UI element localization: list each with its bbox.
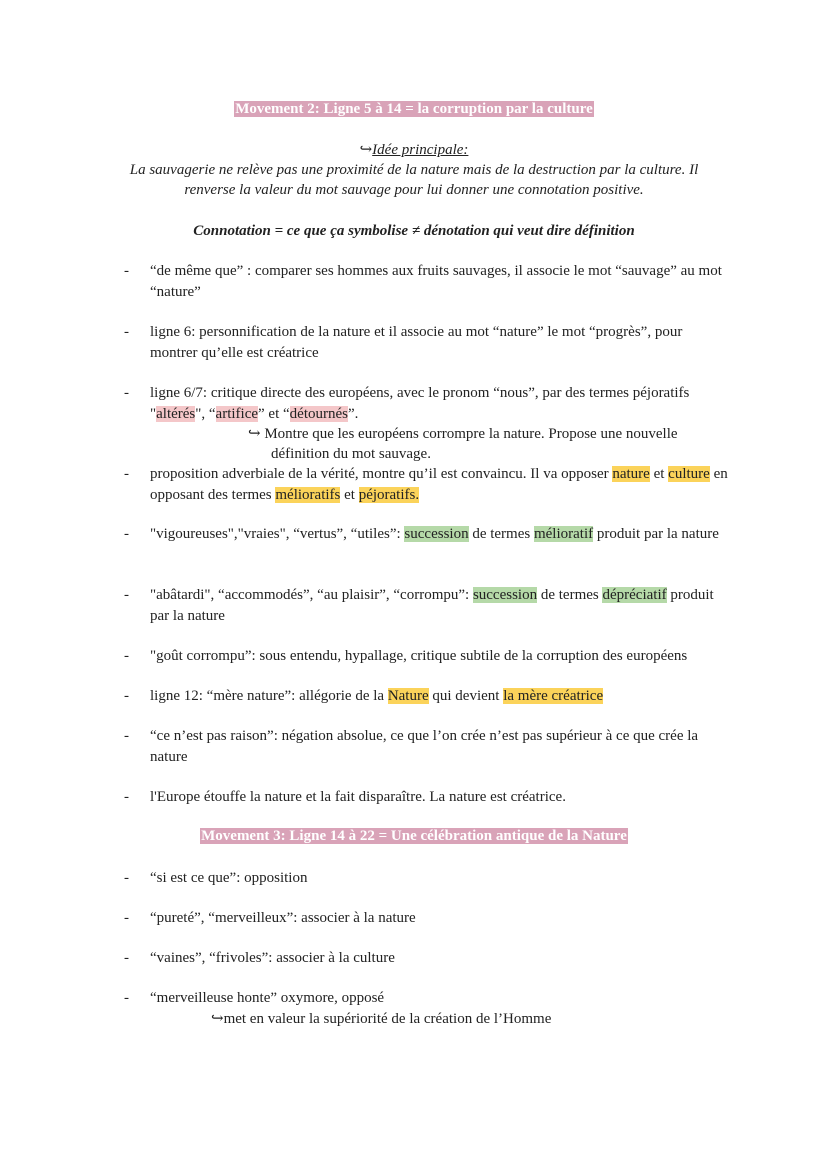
highlight-pink: altérés [156,405,196,422]
list-item: - ligne 6: personnification de la nature et il associe au mot “nature” le mot “progrès”, pour montrer qu’elle est créatrice [124,324,683,361]
highlight-pink: artifice [215,405,259,422]
main-idea-line2: renverse la valeur du mot sauvage pour lui donner une connotation positive. [184,182,644,198]
list-item: - “si est ce que”: opposition [124,870,308,886]
highlight-yellow: Nature [387,688,429,704]
highlight-yellow: nature [612,466,650,482]
highlight-pink: détournés [289,405,348,422]
list-item: - ligne 12: “mère nature”: allégorie de la Nature qui devient la mère créatrice [124,688,604,704]
list-item: - "abâtardi", “accommodés”, “au plaisir”, “corrompu”: succession de termes dépréciatif produit par la nature [124,587,714,624]
highlight-green: dépréciatif [602,587,667,603]
list-item: - l'Europe étouffe la nature et la fait disparaître. La nature est créatrice. [124,789,566,805]
highlight-yellow: péjoratifs. [358,486,420,503]
list-item: - "goût corrompu”: sous entendu, hypallage, critique subtile de la corruption des européens [124,648,688,664]
sub-note-line1: ↪ Montre que les européens corrompre la nature. Propose une nouvelle [248,426,678,442]
list-item: - “pureté”, “merveilleux”: associer à la nature [124,910,416,926]
list-item: - proposition adverbiale de la vérité, montre qu’il est convaincu. Il va opposer nature et culture en opposant des termes mélioratifs et péjoratifs. [124,466,728,503]
connotation-definition: Connotation = ce que ça symbolise ≠ dénotation qui veut dire définition [193,223,635,239]
highlight-green: mélioratif [533,526,594,542]
movement3-title: Movement 3: Ligne 14 à 22 = Une célébration antique de la Nature [201,828,627,844]
highlight-green: succession [472,587,538,603]
highlight-yellow: mélioratifs [275,486,341,503]
list-item: - “de même que” : comparer ses hommes aux fruits sauvages, il associe le mot “sauvage” au mot “nature” [124,263,722,300]
main-idea-line1: La sauvagerie ne relève pas une proximité de la nature mais de la destruction par la culture. Il [129,162,699,178]
list-item: - “merveilleuse honte” oxymore, opposé [124,990,385,1006]
list-item: - “vaines”, “frivoles”: associer à la culture [124,950,395,966]
list-item: - ligne 6/7: critique directe des européens, avec le pronom “nous”, par des termes péjoratifs "altérés", “artifice” et “détournés”. [124,385,690,422]
main-idea-heading: ↪Idée principale: [359,142,469,158]
movement2-title: Movement 2: Ligne 5 à 14 = la corruption par la culture [235,101,593,117]
highlight-green: succession [404,526,469,542]
sub-note-line2: définition du mot sauvage. [271,446,431,462]
hook-arrow-icon: ↪ [359,142,373,158]
sub-note: ↪met en valeur la supériorité de la création de l’Homme [211,1011,552,1027]
list-item: - “ce n’est pas raison”: négation absolue, ce que l’on crée n’est pas supérieur à ce que crée la nature [124,728,699,765]
highlight-yellow: culture [668,466,710,482]
highlight-yellow: la mère créatrice [503,688,604,704]
list-item: - "vigoureuses","vraies", “vertus”, “utiles”: succession de termes mélioratif produit par la nature [124,526,719,542]
